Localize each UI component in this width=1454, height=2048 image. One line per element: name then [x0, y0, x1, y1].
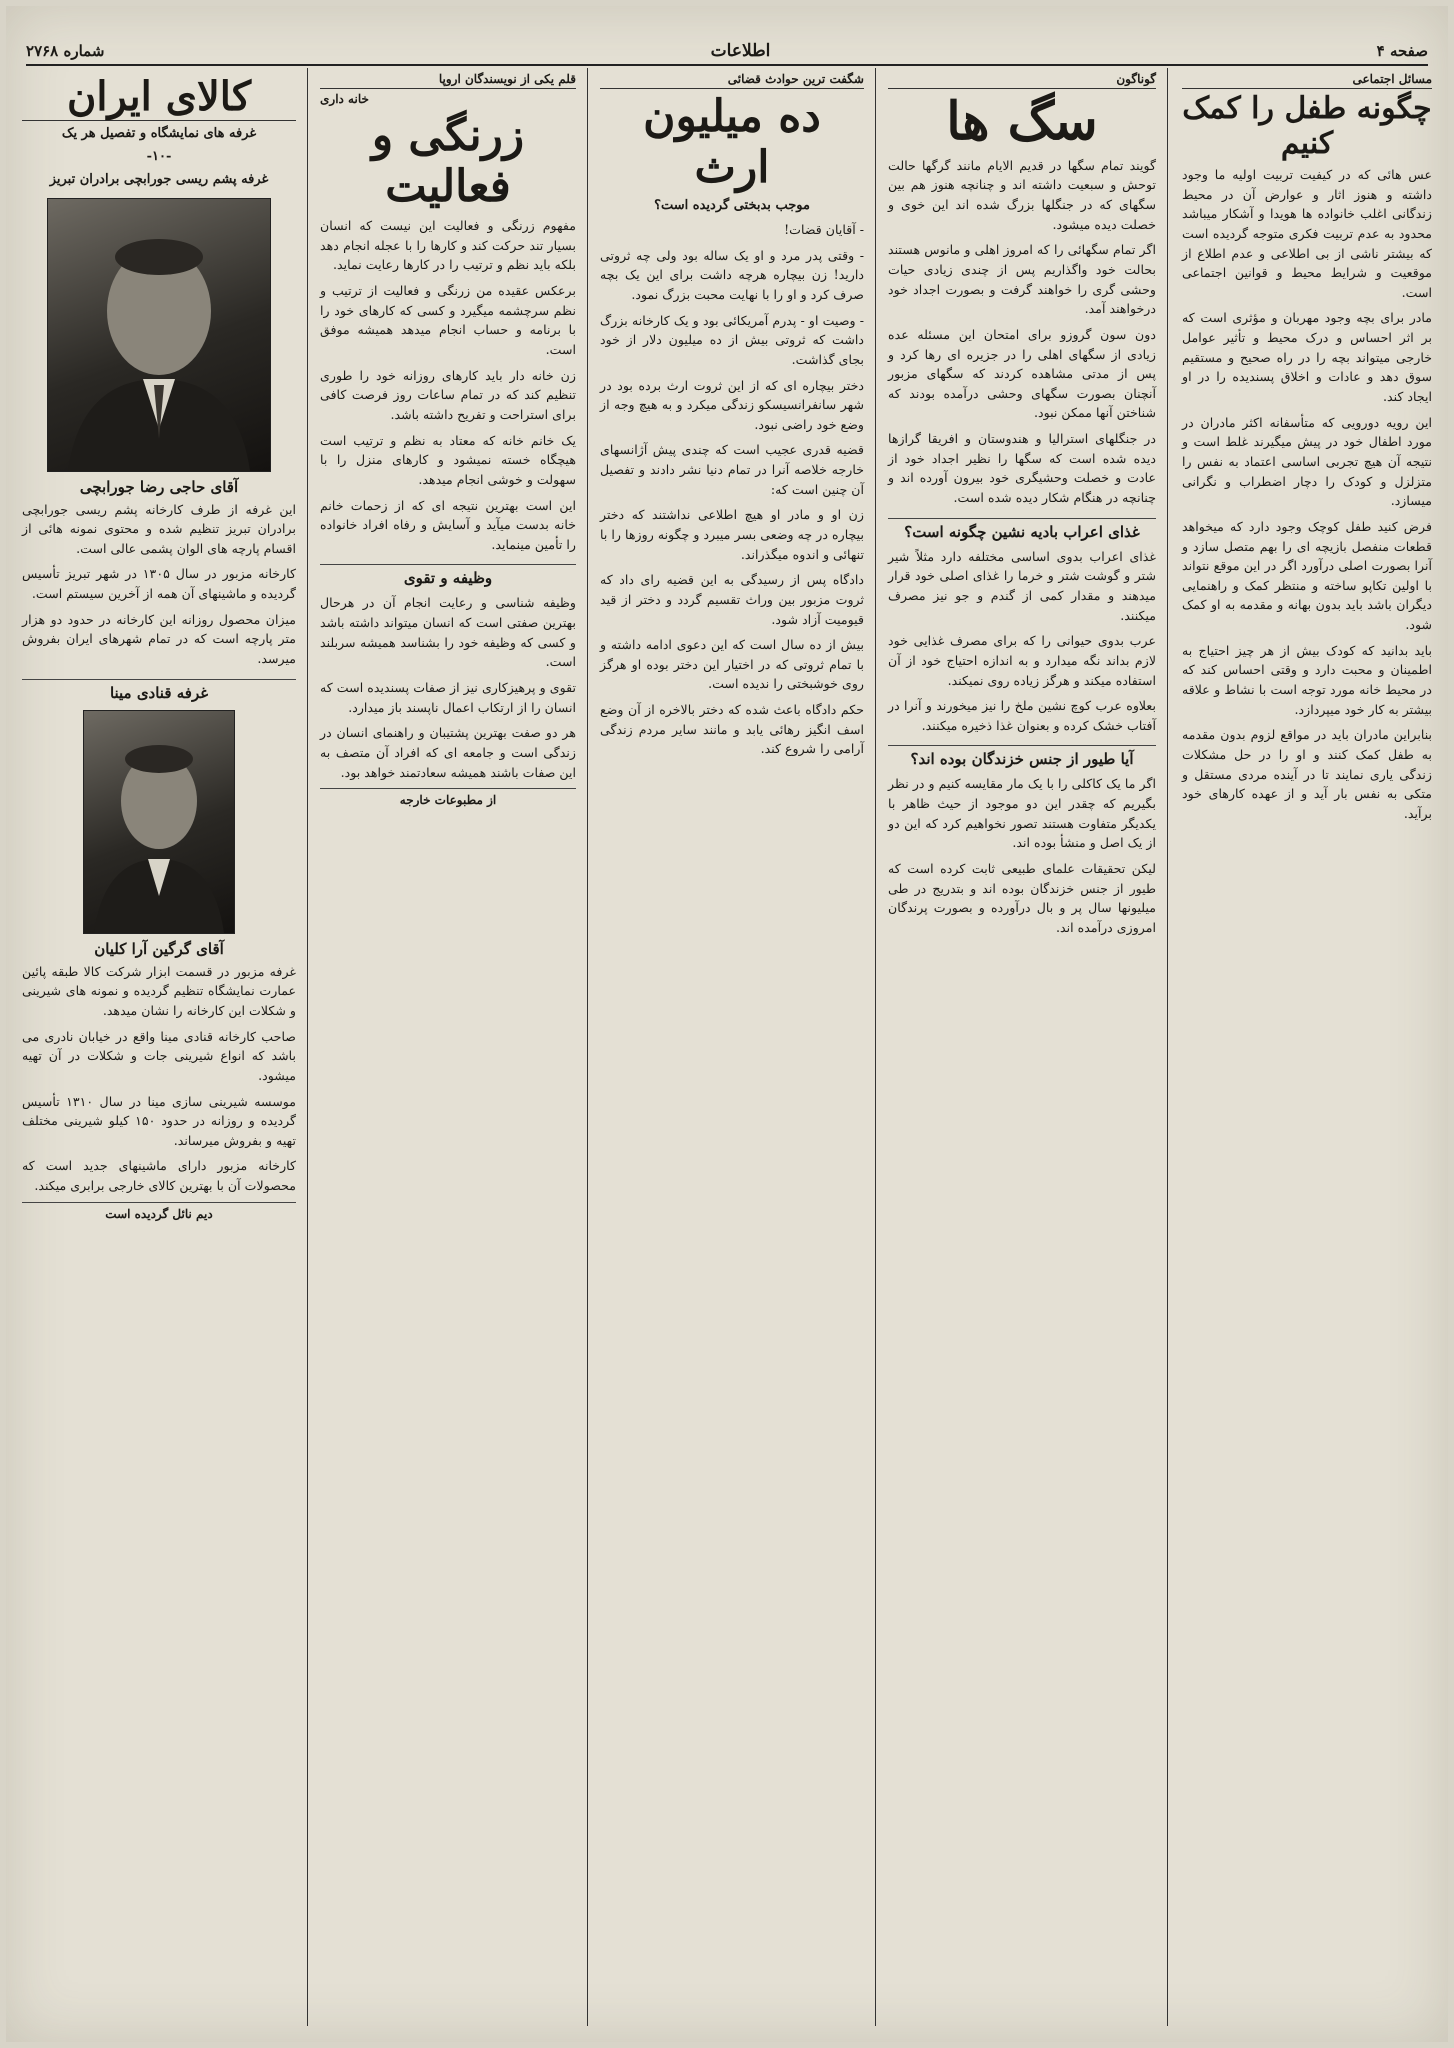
col5-subhead: غرفه های نمایشگاه و تفصیل هر یک	[61, 126, 257, 141]
portrait-figure-icon	[84, 711, 234, 933]
column-child-help	[1174, 68, 1440, 2026]
column-rule	[307, 68, 308, 2026]
col2-para: لیکن تحقیقات علمای طبیعی ثابت کرده است که طیور از جنس خزندگان بوده اند و بتدریج در طی میلیونها سال پر و بال درآورده و بصورت پرندگان امروزی درآمده اند.	[888, 861, 1156, 935]
masthead	[26, 38, 1428, 64]
col5-para: میزان محصول روزانه این کارخانه در حدود دو هزار متر پارچه است که در تمام شهرهای ایران بفروش میرسد.	[22, 611, 296, 667]
col3-para: بیش از ده سال است که این دعوی ادامه داشته و با تمام ثروتی که در اختیار این دختر بوده او هرگز روی خوشبختی را ندیده است.	[600, 637, 864, 692]
col2-para: اگر ما یک کاکلی را با یک مار مقایسه کنیم و در نظر بگیریم که چقدر این دو موجود از حیث ظاهر با یکدیگر متفاوت هستند تصور نخواهیم کرد که این دو از یک اصل و منشأ بوده اند.	[888, 776, 1156, 851]
page-number: صفحه ۴	[1376, 42, 1428, 60]
col5-para: کارخانه مزبور در سال ۱۳۰۵ در شهر تبریز تأسیس گردیده و ماشینهای آن همه از آخرین سیستم است.	[22, 566, 297, 602]
col1-para: این رویه دورویی که متأسفانه اکثر مادران در مورد اطفال خود در پیش میگیرند غلط است و نتیجه آن هیچ تجربی اساسی اعتماد به نفس را متزلزل و کودک را دچار اضطراب و نگرانی میسازد.	[1182, 414, 1432, 509]
col4-section-title: وظیفه و تقوی	[320, 564, 576, 587]
col5-number: -۱۰-	[146, 148, 172, 164]
col3-para: زن او و مادر او هیچ اطلاعی نداشتند که دختر بیچاره در چه وضعی بسر میبرد و چگونه روزها را با تنهائی و اندوه میگذراند.	[600, 507, 864, 562]
col5-para: کارخانه مزبور دارای ماشینهای جدید است که محصولات آن با بهترین کالای خارجی برابری میکند.	[22, 1158, 296, 1194]
col3-para: قضیه قدری عجیب است که چندی پیش آژانسهای خارجه خلاصه آنرا در تمام دنیا نشر دادند و تفصیل آن چنین است که:	[600, 442, 864, 497]
col1-para: بنابراین مادران باید در مواقع لزوم بدون مقدمه به طفل کمک کنند و او را در حل مشکلات زندگی یاری نمایند تا در آینده مردی مستقل و متکی به نفس بار آید و از عهده کارهای خود برآید.	[1182, 727, 1432, 821]
col1-para: عس هائی که در کیفیت تربیت اولیه ما وجود داشته و هنوز اثار و عوارض آن در محیط زندگانی اغلب خانواده ها هویدا و آشکار میباشد محدود به عدم تربیت فکری متوجه گردیده است که بیشتر ناشی از بی اطلاعی و عدم اطلاع از موقعیت و شرایط محیط و قوانین اجتماعی است.	[1182, 167, 1432, 300]
col5-para: غرفه مزبور در قسمت ابزار شرکت کالا طبقه پائین عمارت نمایشگاه تنظیم گردیده و نمونه های شیرینی و شکلات این کارخانه را نشان میدهد.	[22, 963, 296, 1018]
col2-headline: سگ ها	[946, 91, 1098, 152]
col3-para: - آقایان قضات!	[784, 222, 864, 238]
col4-footer: از مطبوعات خارجه	[320, 788, 576, 807]
col2-para: بعلاوه عرب کوچ نشین ملخ را نیز میخورند و آنرا در آفتاب خشک کرده و بعنوان غذا ذخیره میکنند.	[888, 698, 1156, 733]
photo-caption: آقای حاجی رضا جورابچی	[79, 477, 239, 496]
col5-para: صاحب کارخانه قنادی مینا واقع در خیابان نادری می باشد که انواع شیرینی جات و شکلات در آن تهیه میشود.	[22, 1028, 296, 1083]
col3-para: دختر بیچاره ای که از این ثروت ارث برده بود در شهر سانفرانسیسکو زندگی میکرد و به هیچ وجه از وضع خود راضی نبود.	[600, 377, 864, 432]
column-rule	[1167, 68, 1168, 2026]
col1-para: مادر برای بچه وجود مهربان و مؤثری است که بر اثر احساس و درک محیط و تأثیر عوامل خارجی میتواند بچه را در راه صحیح و مستقیم سوق دهد و عادات و اخلاق پسندیده را در او ایجاد کند.	[1182, 310, 1432, 405]
col2-para: در جنگلهای استرالیا و هندوستان و افریقا گرازها دیده شده است که سگها را نظیر اجداد خود از عادت و خصلت وحشیگری خود بیرون آورده اند و چنانچه در هنگام شکار دیده شده است.	[888, 431, 1156, 506]
col4-para: تقوی و پرهیزکاری نیز از صفات پسندیده است که انسان را از ارتکاب اعمال ناپسند باز میدارد.	[320, 680, 576, 715]
column-rule	[587, 68, 588, 2026]
col2-kicker: گوناگون	[888, 72, 1156, 89]
column-diligence	[312, 68, 584, 2026]
col2-para: اگر تمام سگهائی را که امروز اهلی و مانوس هستند بحالت خود واگذاریم پس از چندی زیادی حیات وحشی گری را خواهند گرفت و بصورت اجداد خود درخواهند آمد.	[888, 242, 1156, 317]
col5-subhead2: غرفه پشم ریسی جورابچی برادران تبریز	[49, 171, 269, 187]
col2-para: گویند تمام سگها در قدیم الایام مانند گرگها حالت توحش و سبعیت داشته اند و چنانچه هنوز هم بین سگهای که در جنگلها بزرگ شده اند این خوی و خصلت دیده میشود.	[888, 157, 1156, 232]
col3-headline: ده میلیون ارث	[643, 91, 821, 193]
col3-para: دادگاه پس از رسیدگی به این قضیه رای داد که ثروت مزبور بین وراث تقسیم گردد و دختر از قید قیومیت آزاد شود.	[600, 572, 864, 627]
col4-para: این است بهترین نتیجه ای که از زحمات خانم خانه بدست میآید و آسایش و رفاه افراد خانواده را تأمین مینماید.	[320, 497, 576, 552]
col4-kicker: قلم یکی از نویسندگان اروپا	[320, 72, 576, 89]
col3-para: حکم دادگاه باعث شده که دختر بالاخره از آن وضع اسف انگیز رهائی یابد و مانند سایر مردم زندگی آرامی را شروع کند.	[600, 702, 864, 757]
col5-para: این غرفه از طرف کارخانه پشم ریسی جورابچی برادران تبریز تنظیم شده و محتوی نمونه هائی از اقسام پارچه های الوان پشمی عالی است.	[22, 501, 296, 556]
portrait-photo	[83, 710, 235, 934]
col4-para: وظیفه شناسی و رعایت انجام آن در هرحال بهترین صفتی است که انسان میتواند داشته باشد و کسی که وظیفه خود را بشناسد همیشه سربلند است.	[320, 595, 576, 670]
column-inheritance	[592, 68, 872, 2026]
column-iranian-goods	[14, 68, 304, 2026]
issue-number: شماره ۲۷۶۸	[26, 42, 105, 60]
masthead-rule	[26, 64, 1428, 66]
col2-para: دون سون گروزو برای امتحان این مسئله عده زیادی از سگهای اهلی را در جزیره ای رها کرد و پس از مدتی مشاهده کردند که سگهای مزبور آنچنان بصورت سگهای وحشی درآمده بودند که شناختن آنها ممکن نبود.	[888, 326, 1156, 421]
portrait-photo	[47, 198, 271, 472]
portrait-figure-icon	[48, 199, 270, 471]
col5-section-title: غرفه قنادی مینا	[22, 679, 296, 702]
col1-para: باید بدانید که کودک بیش از هر چیز احتیاج به اطمینان و محبت دارد و وقتی احساس کند که در محیط خانه مورد توجه است با نشاط و علاقه بیشتر به کار خود میپردازد.	[1182, 642, 1432, 717]
column-dogs	[880, 68, 1164, 2026]
photo-caption: آقای گرگین آرا کلیان	[94, 939, 224, 958]
column-rule	[875, 68, 876, 2026]
col3-para: - وقتی پدر مرد و او یک ساله بود ولی چه ثروتی دارید! زن بیچاره هرچه داشت برای این یک بچه صرف کرد و او را با نهایت محبت بزرگ نمود.	[600, 247, 864, 302]
col2-para: عرب بدوی حیوانی را که برای مصرف غذایی خود لازم بداند نگه میدارد و به اندازه احتیاج خود از آن استفاده میکند و هرگز زیاده روی نمیکند.	[888, 633, 1156, 688]
col1-kicker: مسائل اجتماعی	[1182, 72, 1432, 89]
col1-headline: چگونه طفل را کمک کنیم	[1182, 91, 1432, 161]
col4-para: برعکس عقیده من زرنگی و فعالیت از ترتیب و نظم سرچشمه میگیرد و کسی که کارهای خود را با برنامه و حساب انجام میدهد همیشه موفق است.	[320, 283, 576, 358]
col4-para: مفهوم زرنگی و فعالیت این نیست که انسان بسیار تند حرکت کند و کارها را با عجله انجام دهد بلکه باید نظم و ترتیب را در کارها رعایت نماید.	[320, 218, 576, 273]
col3-para: - وصیت او - پدرم آمریکائی بود و یک کارخانه بزرگ داشت که ثروتی بیش از ده میلیون دلار از خود بجای گذاشت.	[600, 312, 864, 367]
col5-para: موسسه شیرینی سازی مینا در سال ۱۳۱۰ تأسیس گردیده و روزانه در حدود ۱۵۰ کیلو شیرینی مختلف تهیه و بفروش میرساند.	[22, 1093, 297, 1148]
col2-section-title: غذای اعراب بادیه نشین چگونه است؟	[888, 518, 1156, 541]
paper-name: اطلاعات	[710, 41, 771, 61]
col4-para: زن خانه دار باید کارهای روزانه خود را طوری تنظیم کند که در تمام ساعات روز فرصت کافی برای استراحت و تفریح داشته باشد.	[320, 367, 576, 422]
col4-subkicker: خانه داری	[320, 92, 369, 106]
col3-subhead: موجب بدبختی گردیده است؟	[654, 198, 810, 214]
newspaper-page	[6, 6, 1448, 2042]
col5-footer: دیم نائل گردیده است	[22, 1202, 296, 1221]
col5-headline: کالای ایران	[22, 74, 296, 121]
col3-kicker: شگفت ترین حوادث قضائی	[600, 72, 864, 89]
col4-para: هر دو صفت بهترین پشتیبان و راهنمای انسان در زندگی است و جامعه ای که افراد آن متصف به این صفات باشند همیشه سعادتمند خواهد بود.	[320, 725, 576, 780]
col2-section-title: آیا طیور از جنس خزندگان بوده اند؟	[888, 745, 1156, 768]
col2-para: غذای اعراب بدوی اساسی مختلفه دارد مثلاً شیر شتر و گوشت شتر و خرما را غذای اصلی خود قرار میدهند و مقدار کمی از گندم و جو نیز مصرف میکنند.	[888, 548, 1156, 623]
col4-headline: زرنگی و فعالیت	[371, 110, 525, 212]
col4-para: یک خانم خانه که معتاد به نظم و ترتیب است هیچگاه خسته نمیشود و کارهای منزل را با سهولت و خوشی انجام میدهد.	[320, 432, 576, 487]
col1-para: فرض کنید طفل کوچک وجود دارد که میخواهد قطعات منفصل بازیچه ای را بهم متصل سازد و آنرا بصورت اصلی درآورد اگر در این موقع نتواند با اولین تکاپو ساخته و منتظر کمک و راهنمایی دیگران باشد باید بدون بهانه و مقدمه به او کمک شود.	[1182, 518, 1432, 633]
